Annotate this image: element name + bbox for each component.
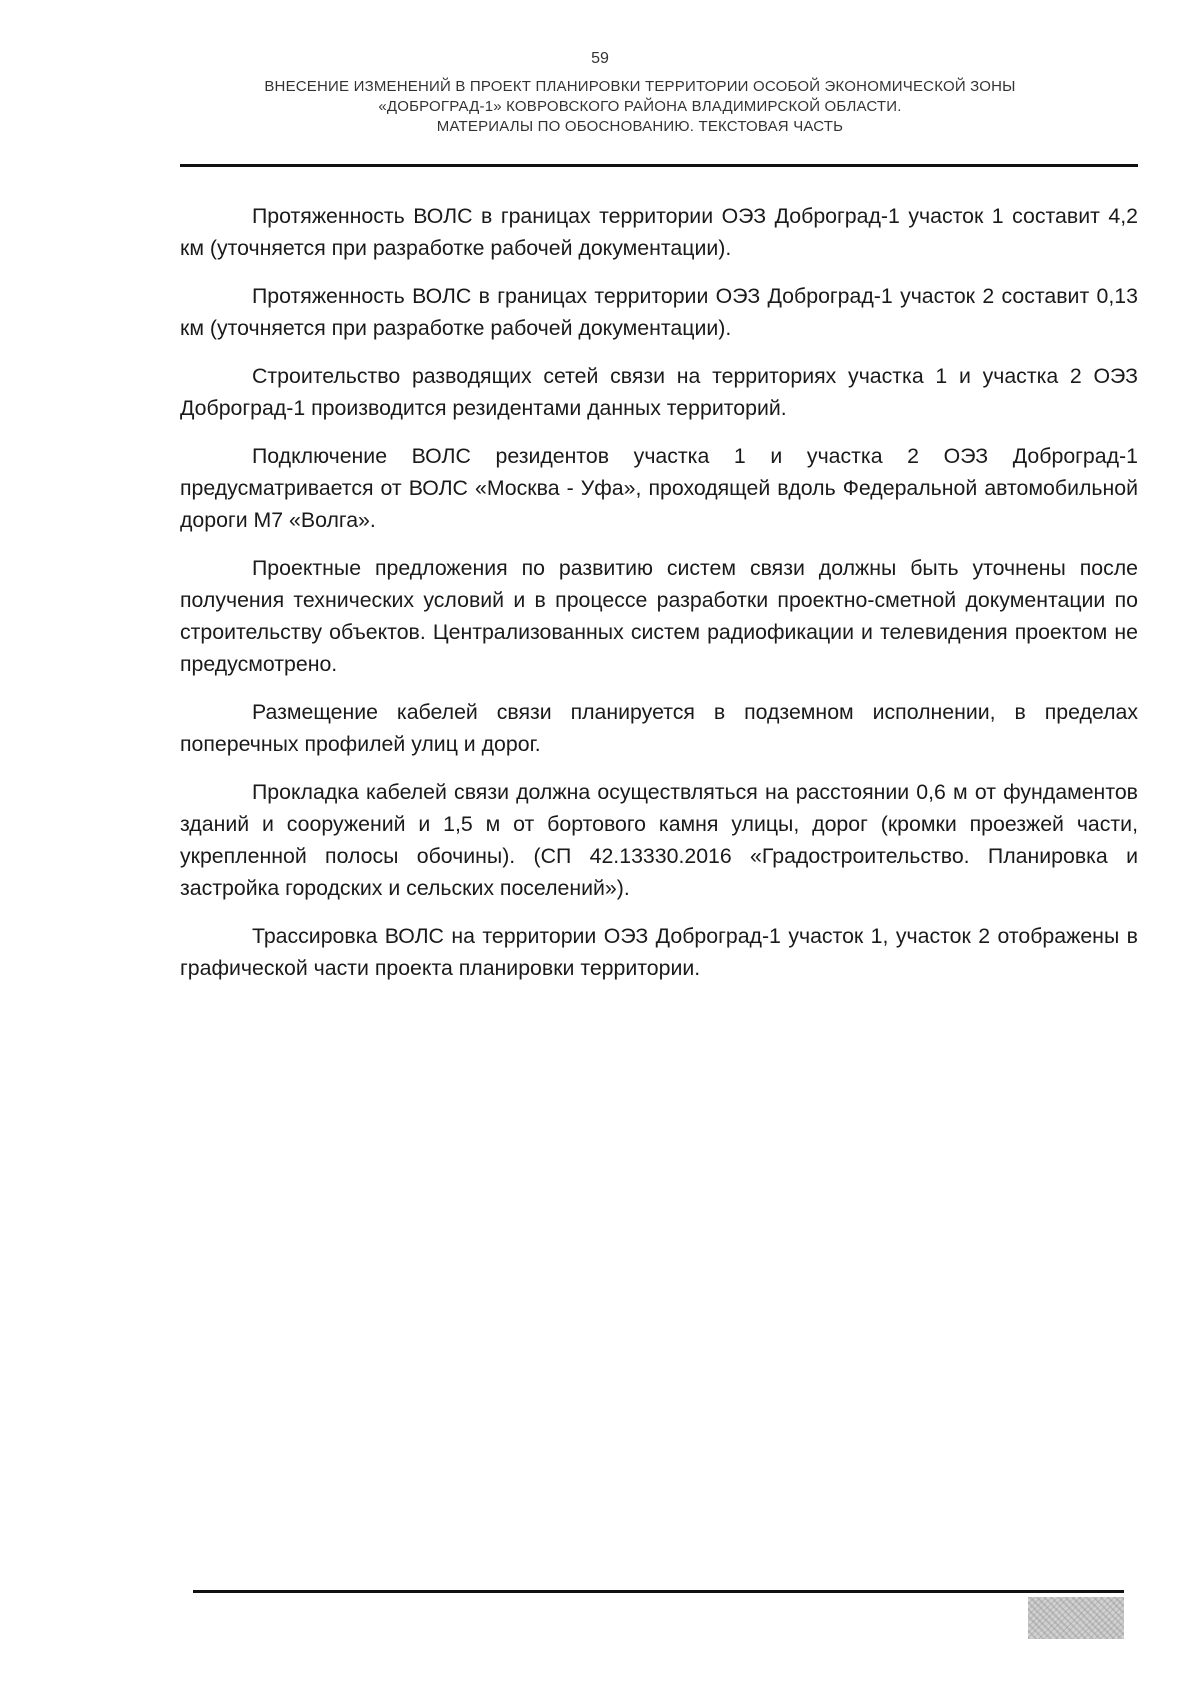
paragraph: Протяженность ВОЛС в границах территории ОЭЗ Доброград-1 участок 1 составит 4,2 км (уточняется при разработке рабочей документации). xyxy=(180,204,1138,260)
stamp-mark xyxy=(1028,1597,1124,1639)
paragraph: Строительство разводящих сетей связи на территориях участка 1 и участка 2 ОЭЗ Доброград-1 производится резидентами данных территорий. xyxy=(180,364,1138,420)
footer-divider xyxy=(193,1590,1124,1593)
header-line-1: ВНЕСЕНИЕ ИЗМЕНЕНИЙ В ПРОЕКТ ПЛАНИРОВКИ ТЕРРИТОРИИ ОСОБОЙ ЭКОНОМИЧЕСКОЙ ЗОНЫ xyxy=(264,78,1016,95)
paragraph: Размещение кабелей связи планируется в подземном исполнении, в пределах поперечных профилей улиц и дорог. xyxy=(180,700,1138,756)
header-divider xyxy=(180,164,1138,167)
document-header xyxy=(180,77,1100,137)
paragraph: Протяженность ВОЛС в границах территории ОЭЗ Доброград-1 участок 2 составит 0,13 км (уточняется при разработке рабочей документации). xyxy=(180,284,1138,340)
header-line-2: «ДОБРОГРАД-1» КОВРОВСКОГО РАЙОНА ВЛАДИМИРСКОЙ ОБЛАСТИ. xyxy=(378,98,902,115)
paragraph: Подключение ВОЛС резидентов участка 1 и участка 2 ОЭЗ Доброград-1 предусматривается от ВОЛС «Москва - Уфа», проходящей вдоль Федеральной автомобильной дороги М7 «Волга». xyxy=(180,444,1138,532)
paragraph: Проектные предложения по развитию систем связи должны быть уточнены после получения технических условий и в процессе разработки проектно-сметной документации по строительству объектов. Централизованных систем радиофикации и телевидения проектом не предусмотрено. xyxy=(180,556,1138,676)
paragraph: Трассировка ВОЛС на территории ОЭЗ Доброград-1 участок 1, участок 2 отображены в графической части проекта планировки территории. xyxy=(180,924,1138,980)
header-line-3: МАТЕРИАЛЫ ПО ОБОСНОВАНИЮ. ТЕКСТОВАЯ ЧАСТЬ xyxy=(436,118,844,135)
page-number: 59 xyxy=(591,50,609,67)
paragraph: Прокладка кабелей связи должна осуществляться на расстоянии 0,6 м от фундаментов зданий и сооружений и 1,5 м от бортового камня улицы, дорог (кромки проезжей части, укрепленной полосы обочины). (СП 42.13330.2016 «Градостроительство. Планировка и застройка городских и сельских поселений»). xyxy=(180,780,1138,900)
body-text xyxy=(180,200,1138,1000)
